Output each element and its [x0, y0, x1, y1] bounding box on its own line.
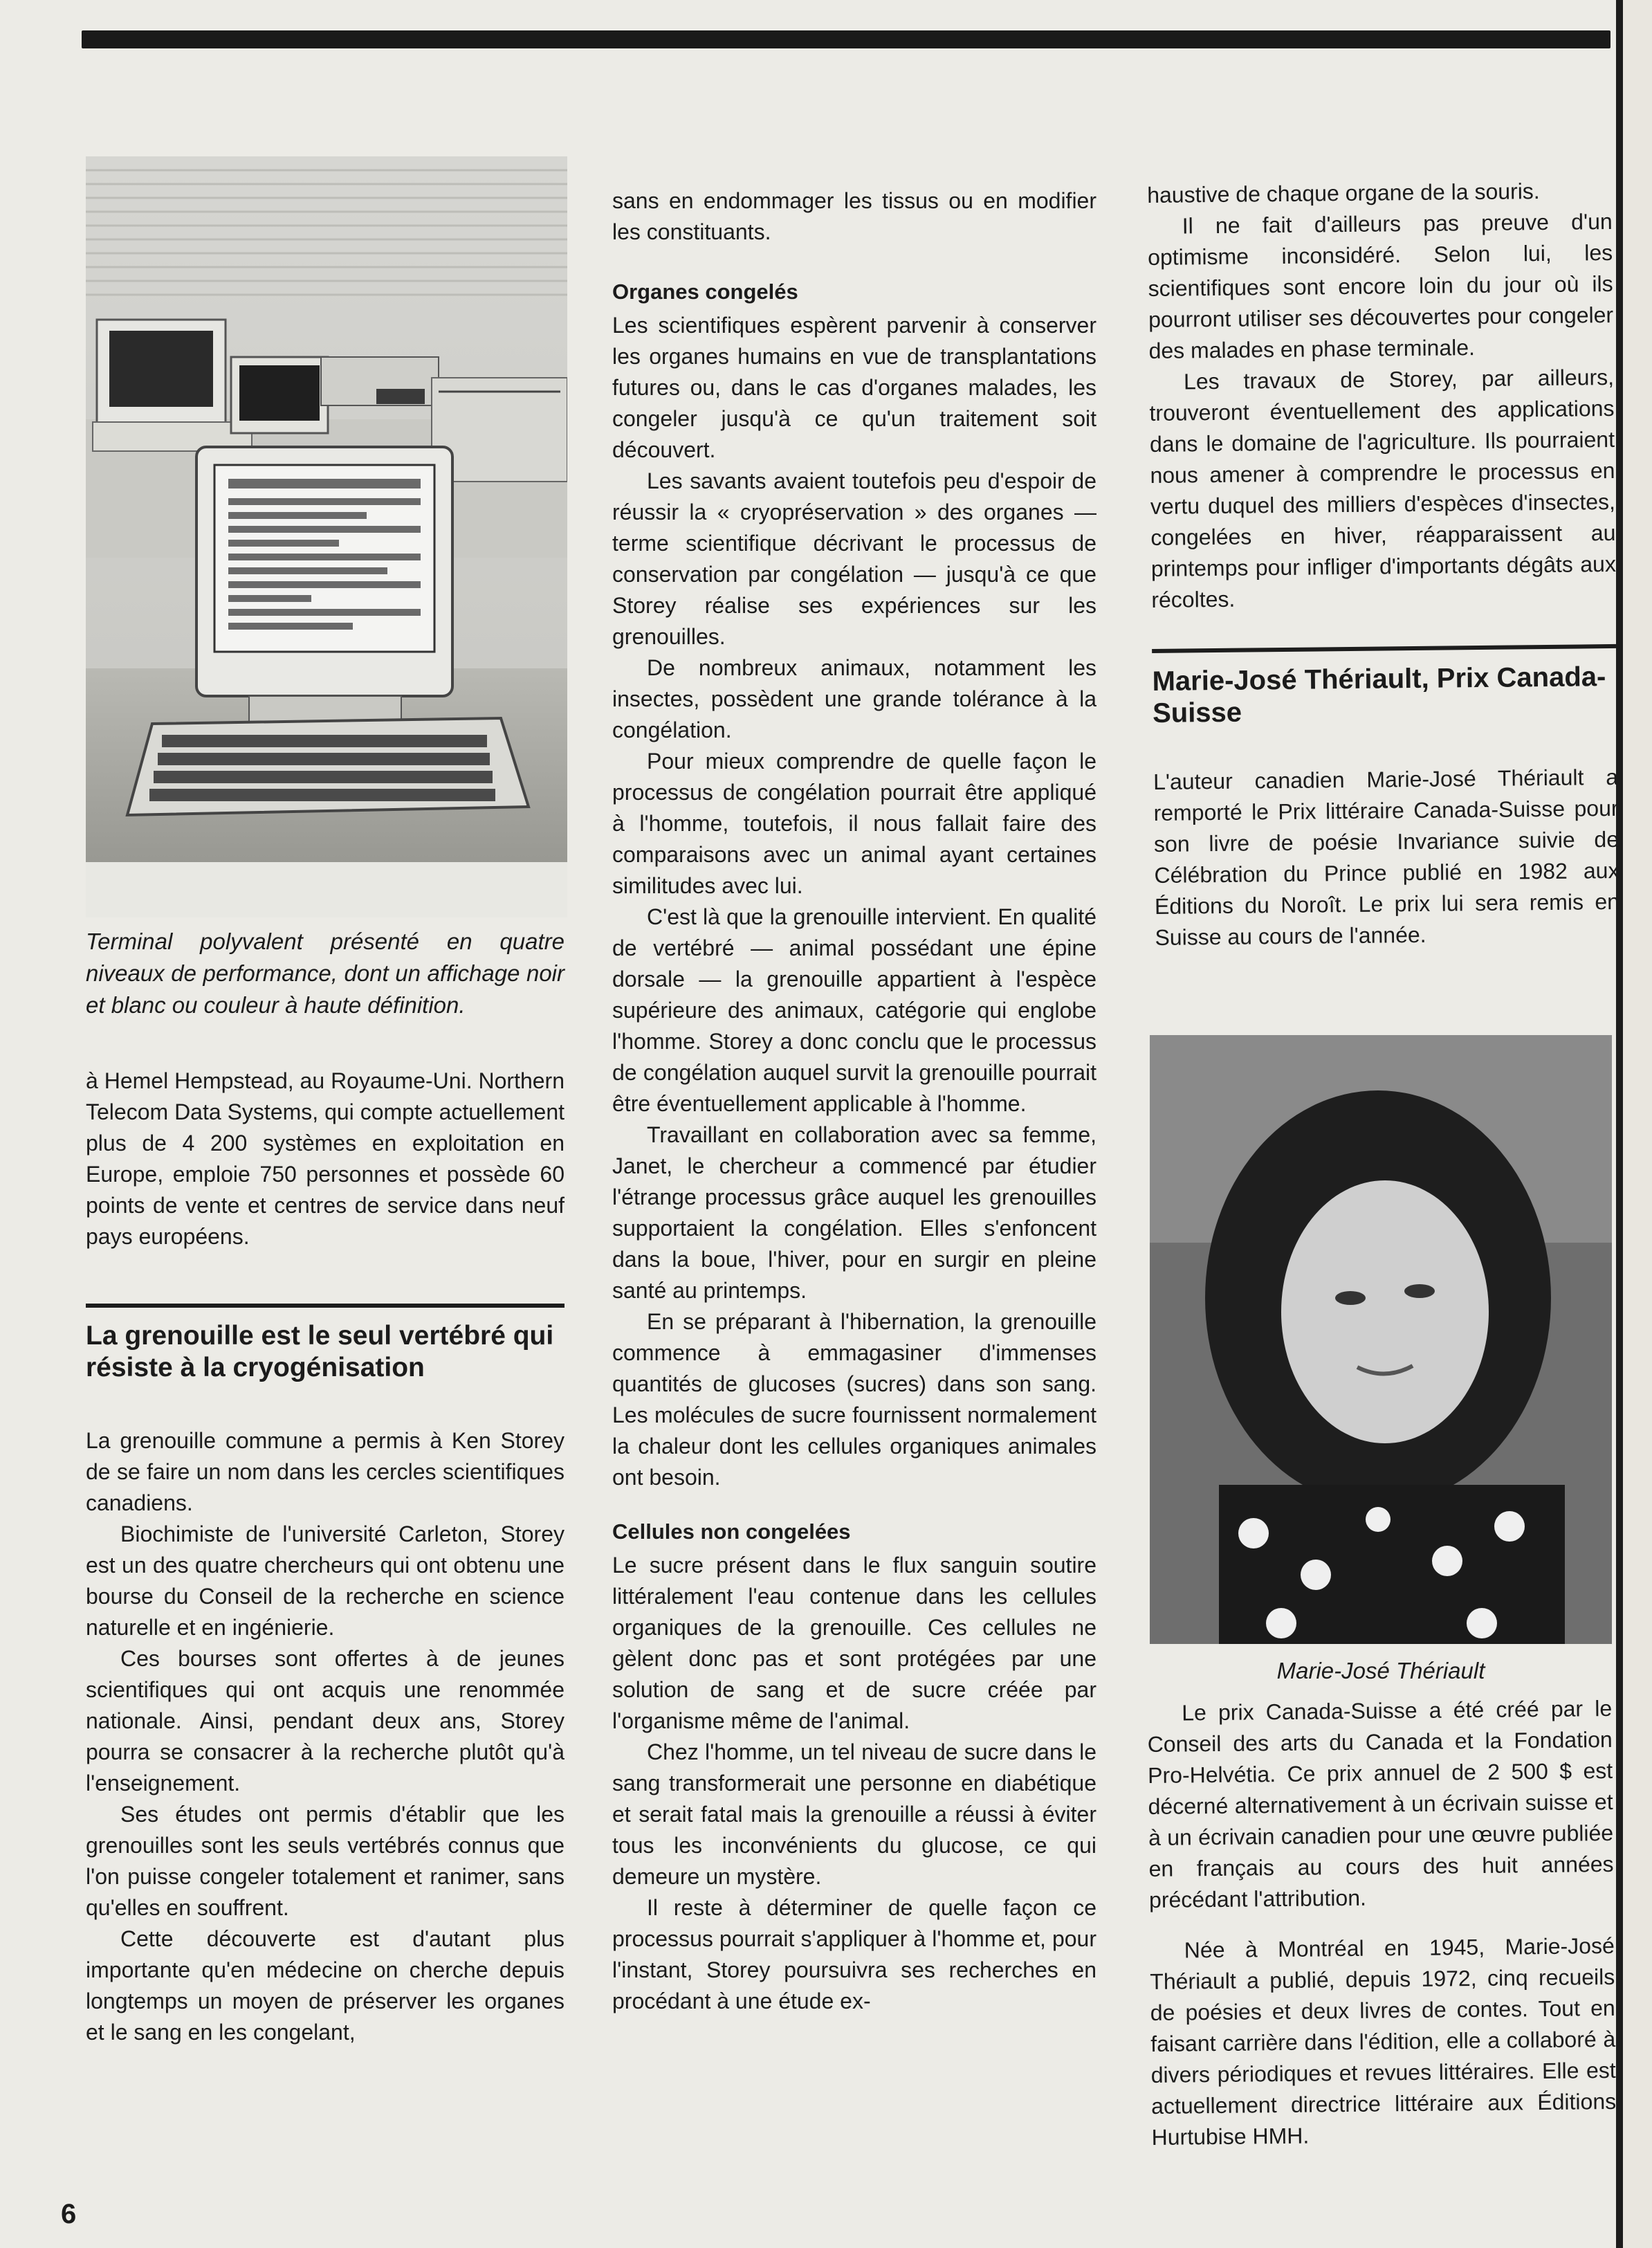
prize-article-title: Marie-José Thériault, Prix Canada-Suisse — [1152, 661, 1606, 729]
col2-paragraph: Pour mieux comprendre de quelle façon le processus de congélation pourrait être appliqué à l'homme, toutefois, il nous fallait faire des comparaisons avec un animal ayant certaines similitudes avec lui. — [612, 749, 1096, 898]
col1-paragraph: Cette découverte est d'autant plus importante qu'en médecine on cherche depuis longtemps un moyen de préserver les organes et le sang en les congelant, — [86, 1926, 565, 2045]
col2-paragraph: C'est là que la grenouille intervient. En qualité de vertébré — animal possédant une épine dorsale — la grenouille appartient à l'espèce supérieure des animaux, catégorie qui englobe l'homme. Storey a donc conclu que le processus de congélation auquel survit la grenouille pourrait être éventuellement applicable à l'homme. — [612, 904, 1096, 1116]
computer-terminal-photo — [86, 156, 567, 917]
col2-paragraph: Il reste à déterminer de quelle façon ce processus pourrait s'appliquer à l'homme et, pour l'instant, Storey poursuivra ses recherches en procédant à une étude ex- — [612, 1895, 1096, 2013]
col1-paragraph: La grenouille commune a permis à Ken Storey de se faire un nom dans les cercles scientifiques canadiens. — [86, 1428, 565, 1515]
top-rule — [82, 30, 1610, 48]
next-page-edge — [1616, 0, 1652, 2248]
col2-paragraph: Les savants avaient toutefois peu d'espoir de réussir la « cryopréservation » des organes — terme scientifique décrivant le processus de conservation par congélation — jusqu'à ce que Storey réalise ses expériences sur les grenouilles. — [612, 468, 1096, 649]
column-3 — [1147, 175, 1620, 953]
frog-article-title: La grenouille est le seul vertébré qui résiste à la cryogénisation — [86, 1321, 554, 1382]
col3-paragraph: Le prix Canada-Suisse a été créé par le Conseil des arts du Canada et la Fondation Pro-Helvétia. Ce prix annuel de 2 500 $ est décerné alternativement à un écrivain suisse et à un écrivain canadien pour une œuvre publiée en français au cours des huit années précédant l'attribution. — [1147, 1695, 1614, 1912]
col2-paragraph: Chez l'homme, un tel niveau de sucre dans le sang transformerait une personne en diabétique et serait fatal mais la grenouille a réussi à éviter tous les inconvénients du glucose, ce qui demeure un mystère. — [612, 1739, 1096, 1889]
portrait-illustration — [1150, 1035, 1612, 1644]
terminal-photo-caption: Terminal polyvalent présenté en quatre niveaux de performance, dont un affichage noir et blanc ou couleur à haute définition. — [86, 929, 565, 1018]
computer-terminal-illustration — [86, 156, 567, 917]
column-2 — [612, 185, 1096, 2017]
page-number: 6 — [61, 2199, 77, 2229]
col3-paragraph: haustive de chaque organe de la souris. — [1147, 179, 1540, 208]
portrait-caption: Marie-José Thériault — [1276, 1658, 1485, 1683]
col3-paragraph: Née à Montréal en 1945, Marie-José Thériault a publié, depuis 1972, cinq recueils de poésies et deux livres de contes. Tout en faisant carrière dans l'édition, elle a collaboré à divers périodiques et revues littéraires. Elle est actuellement directrice littéraire aux Éditions Hurtubise HMH. — [1150, 1932, 1617, 2150]
column-3-bottom — [1147, 1693, 1617, 2153]
col2-paragraph: sans en endommager les tissus ou en modifier les constituants. — [612, 188, 1096, 244]
col1-paragraph: Ses études ont permis d'établir que les grenouilles sont les seuls vertébrés connus que l'on puisse congeler totalement et ranimer, sans qu'elles en souffrent. — [86, 1802, 565, 1920]
col2-paragraph: En se préparant à l'hibernation, la grenouille commence à emmagasiner d'immenses quantités de glucoses (sucres) dans son sang. Les molécules de sucre fournissent normalement la chaleur dont les cellules organiques animales ont besoin. — [612, 1309, 1096, 1490]
subheading-organes: Organes congelés — [612, 280, 798, 304]
col3-paragraph: Les travaux de Storey, par ailleurs, trouveront éventuellement des applications dans le domaine de l'agriculture. Ils pourraient nous amener à comprendre le processus en vertu duquel des milliers d'espèces d'insectes, congelées en hiver, réapparaissent au printemps pour infliger d'importants dégâts aux récoltes. — [1149, 364, 1617, 612]
col2-paragraph: De nombreux animaux, notamment les insectes, possèdent une grande tolérance à la congélation. — [612, 655, 1096, 742]
col2-paragraph: Travaillant en collaboration avec sa femme, Janet, le chercheur a commencé par étudier l'étrange processus grâce auquel les grenouilles supportaient la congélation. Elles s'enfoncent dans la boue, l'hiver, pour en surgir en pleine santé au printemps. — [612, 1122, 1096, 1303]
col2-paragraph: Les scientifiques espèrent parvenir à conserver les organes humains en vue de transplantations futures ou, dans le cas d'organes malades, les congeler jusqu'à ce qu'un traitement soit découvert. — [612, 313, 1096, 462]
portrait-photo — [1150, 1035, 1612, 1644]
col3-paragraph: L'auteur canadien Marie-José Thériault a remporté le Prix littéraire Canada-Suisse pour son livre de poésie Invariance suivie de Célébration du Prince publié en 1982 aux Éditions du Noroît. Le prix lui sera remis en Suisse au cours de l'année. — [1153, 764, 1620, 950]
col1-paragraph: Ces bourses sont offertes à de jeunes scientifiques qui ont acquis une renommée nationale. Ainsi, pendant deux ans, Storey pourra se consacrer à la recherche plutôt qu'à l'enseignement. — [86, 1646, 565, 1795]
col3-paragraph: Il ne fait d'ailleurs pas preuve d'un optimisme inconsidéré. Selon lui, les scientifiques sont encore loin du jour où ils pourront utiliser ses découvertes pour congeler des malades en phase terminale. — [1147, 208, 1614, 363]
col1-intro-paragraph: à Hemel Hempstead, au Royaume-Uni. Northern Telecom Data Systems, qui compte actuellement plus de 4 200 systèmes en exploitation en Europe, emploie 750 personnes et possède 60 points de vente et centres de service dans neuf pays européens. — [86, 1068, 565, 1249]
col2-paragraph: Le sucre présent dans le flux sanguin soutire littéralement l'eau contenue dans les cellules organiques de la grenouille. Ces cellules ne gèlent donc pas et sont protégées par une solution de sang et de sucre créée par l'organisme même de l'animal. — [612, 1553, 1096, 1733]
column-1 — [86, 1066, 565, 2048]
col1-paragraph: Biochimiste de l'université Carleton, Storey est un des quatre chercheurs qui ont obtenu une bourse du Conseil de la recherche en science naturelle et en ingénierie. — [86, 1521, 565, 1640]
subheading-cellules: Cellules non congelées — [612, 1519, 851, 1544]
section-rule — [86, 1304, 565, 1308]
